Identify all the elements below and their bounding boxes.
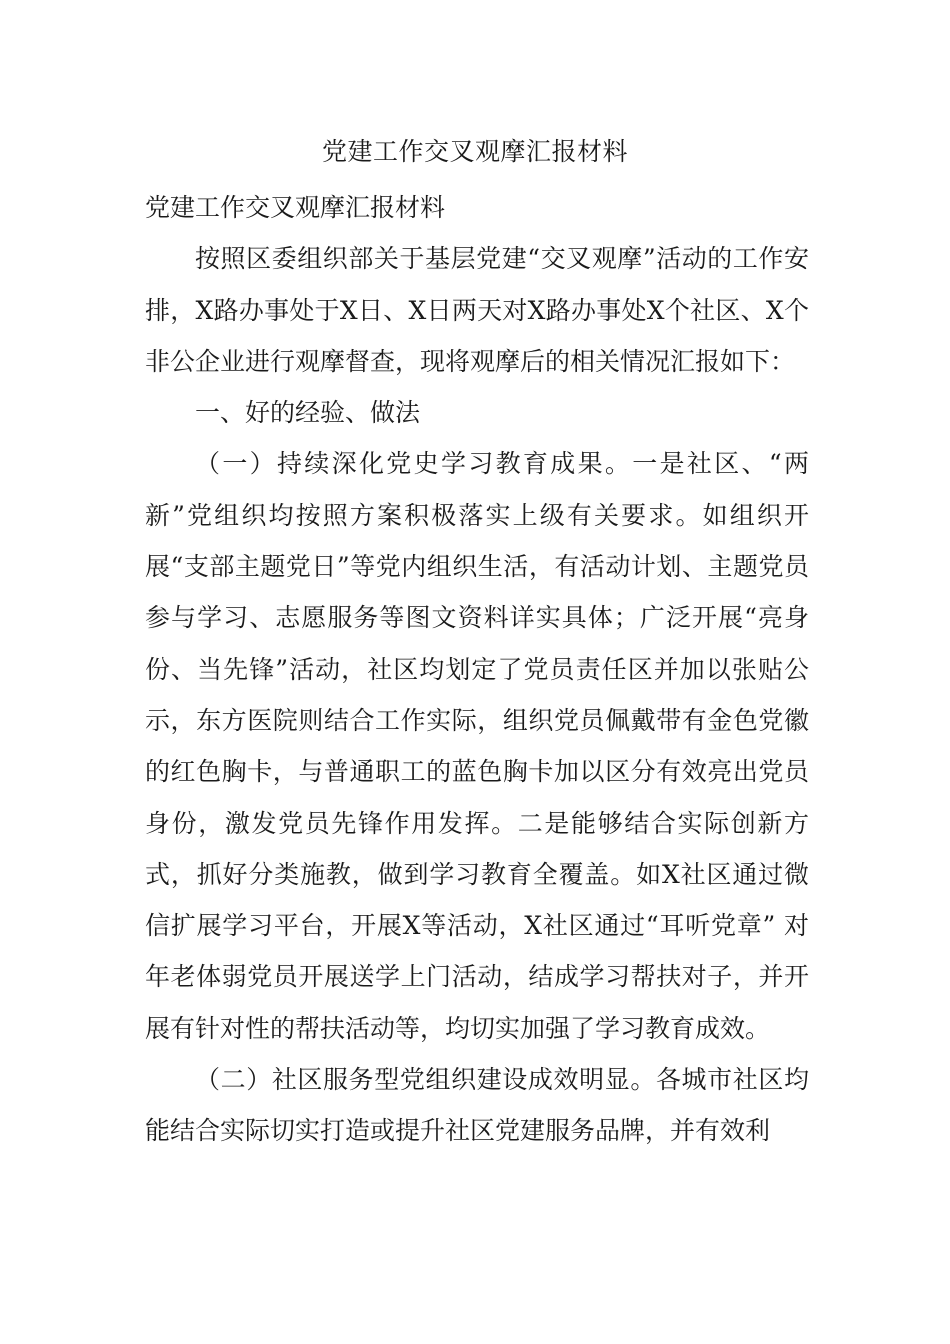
document-subtitle: 党建工作交叉观摩汇报材料 xyxy=(145,193,446,222)
document-title: 党建工作交叉观摩汇报材料 xyxy=(321,137,628,166)
paragraph-intro: 按照区委组织部关于基层党建“交叉观摩”活动的工作安排，X路办事处于X日、X日两天对X路办事处X个社区、X个非公企业进行观摩督查，现将观摩后的相关情况汇报如下： xyxy=(145,244,809,376)
document-body xyxy=(145,182,809,1157)
section-heading-experience: 一、好的经验、做法 xyxy=(195,398,421,428)
paragraph-party-history-study: （一）持续深化党史学习教育成果。一是社区、“两新”党组织均按照方案积极落实上级有关要求。如组织开展“支部主题党日”等党内组织生活，有活动计划、主题党员参与学习、志愿服务等图文资料详实具体；广泛开展“亮身份、当先锋”活动，社区均划定了党员责任区并加以张贴公示，东方医院则结合工作实际，组织党员佩戴带有金色党徽的红色胸卡，与普通职工的蓝色胸卡加以区分有效亮出党员身份，激发党员先锋作用发挥。二是能够结合实际创新方式，抓好分类施教，做到学习教育全覆盖。如X社区通过微信扩展学习平台，开展X等活动，X社区通过“耳听党章” 对年老体弱党员开展送学上门活动，结成学习帮扶对子，并开展有针对性的帮扶活动等，均切实加强了学习教育成效。 xyxy=(145,449,809,1043)
paragraph-community-service: （二）社区服务型党组织建设成效明显。各城市社区均能结合实际切实打造或提升社区党建服务品牌，并有效利 xyxy=(145,1065,809,1146)
